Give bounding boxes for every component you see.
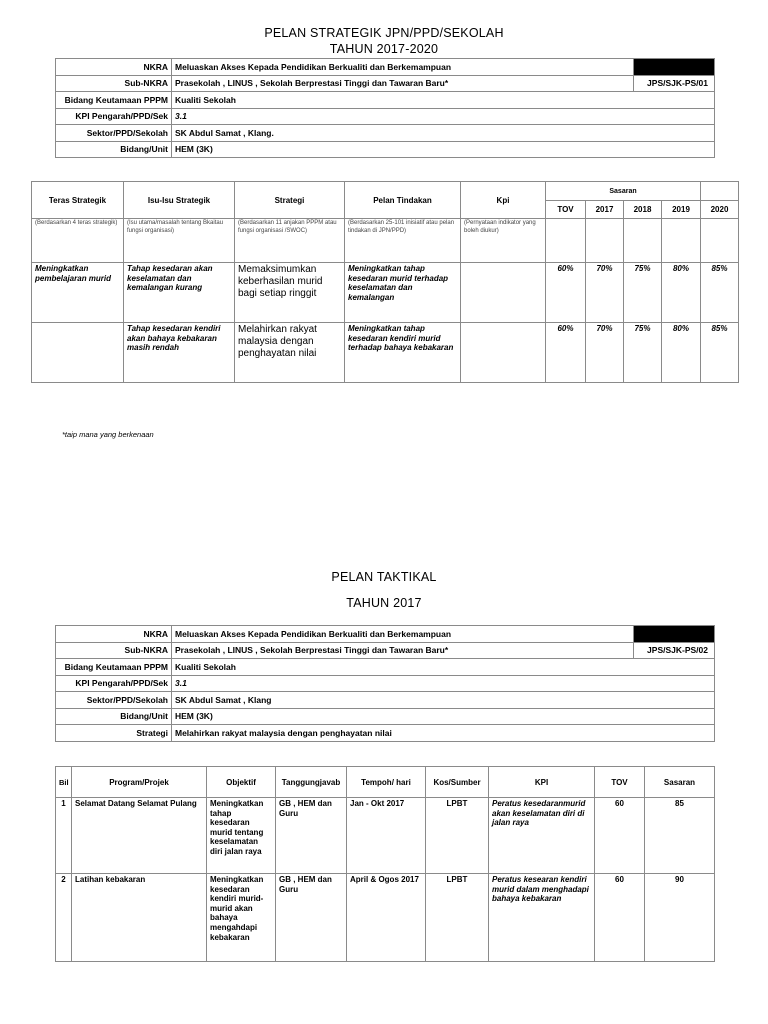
info-row-subnkra [56,642,715,659]
unit-value: HEM (3K) [172,708,715,725]
sektor-label: Sektor/PPD/Sekolah [56,125,172,142]
info-row-bidang [56,92,715,109]
row-kpi: Peratus kesedaranmurid akan keselamatan diri di jalan raya [489,798,595,874]
tactical-info-table [55,625,715,742]
bidang-value: Kualiti Sekolah [172,92,715,109]
header-isu: Isu-Isu Strategik [124,182,235,219]
row-isu: Tahap kesedaran kendiri akan bahaya kebakaran masih rendah [124,323,235,383]
row-2019: 80% [662,263,701,323]
row-tov: 60 [595,798,645,874]
bidang-label: Bidang Keutamaan PPPM [56,92,172,109]
empty-cell [546,219,586,263]
info-row-kpi [56,108,715,125]
note-strategi: (Berdasarkan 11 anjakan PPPM atau fungsi organisasi /SWOC) [235,219,345,263]
row-teras [32,323,124,383]
black-cell [634,59,715,76]
row-sasaran: 90 [645,874,715,962]
strategic-row [32,323,739,383]
info-row-subnkra [56,75,715,92]
strategic-subtitle: TAHUN 2017-2020 [329,42,439,56]
nkra-label: NKRA [56,59,172,76]
info-row-unit [56,141,715,158]
info-row-sektor [56,125,715,142]
row-isu: Tahap kesedaran akan keselamatan dan kemalangan kurang [124,263,235,323]
nkra-value: Meluaskan Akses Kepada Pendidikan Berkualiti dan Berkemampuan [172,59,634,76]
nkra-value: Meluaskan Akses Kepada Pendidikan Berkualiti dan Berkemampuan [172,626,634,643]
strategic-plan-table [31,181,739,383]
row-bil: 2 [56,874,72,962]
row-pelan: Meningkatkan tahap kesedaran murid terhadap keselamatan dan kemalangan [345,263,461,323]
row-kos: LPBT [426,798,489,874]
sektor-value: SK Abdul Samat , Klang. [172,125,715,142]
empty-cell [624,219,662,263]
row-kpi [461,323,546,383]
row-kos: LPBT [426,874,489,962]
info-row-sektor [56,692,715,709]
info-row-nkra [56,626,715,643]
sektor-label: Sektor/PPD/Sekolah [56,692,172,709]
row-2020: 85% [701,263,739,323]
row-2017: 70% [586,263,624,323]
header-sasaran: Sasaran [546,182,701,201]
black-cell [634,626,715,643]
info-row-strategi [56,725,715,742]
info-row-bidang [56,659,715,676]
header-bil: Bil [56,767,72,798]
row-tempoh: Jan - Okt 2017 [347,798,426,874]
tactical-row [56,798,715,874]
row-teras: Meningkatkan pembelajaran murid [32,263,124,323]
row-strategi: Melahirkan rakyat malaysia dengan penghayatan nilai [235,323,345,383]
row-2020: 85% [701,323,739,383]
tactical-row [56,874,715,962]
row-2018: 75% [624,263,662,323]
unit-label: Bidang/Unit [56,141,172,158]
header-strategi: Strategi [235,182,345,219]
header-2020: 2020 [701,201,739,219]
tactical-header-row [56,767,715,798]
note-teras: (Berdasarkan 4 teras strategik) [32,219,124,263]
row-tov: 60% [546,263,586,323]
row-tov: 60 [595,874,645,962]
note-isu: (Isu utama/masalah tentang Bkaitau fungsi organisasi) [124,219,235,263]
empty-cell [586,219,624,263]
row-tov: 60% [546,323,586,383]
strategi-label: Strategi [56,725,172,742]
info-row-unit [56,708,715,725]
header-blank [701,182,739,201]
document-code: JPS/SJK-PS/02 [634,642,715,659]
header-2017: 2017 [586,201,624,219]
kpi-label: KPI Pengarah/PPD/Sek [56,108,172,125]
footnote: *taip mana yang berkenaan [62,430,154,439]
row-2019: 80% [662,323,701,383]
row-tempoh: April & Ogos 2017 [347,874,426,962]
row-kpi: Peratus kesearan kendiri murid dalam menghadapi bahaya kebakaran [489,874,595,962]
header-objektif: Objektif [207,767,276,798]
unit-label: Bidang/Unit [56,708,172,725]
subnkra-label: Sub-NKRA [56,642,172,659]
header-kpi: KPI [489,767,595,798]
strategic-title: PELAN STRATEGIK JPN/PPD/SEKOLAH [264,26,504,40]
strategic-info-table [55,58,715,158]
sektor-value: SK Abdul Samat , Klang [172,692,715,709]
kpi-label: KPI Pengarah/PPD/Sek [56,675,172,692]
tactical-title: PELAN TAKTIKAL [331,570,437,584]
header-kpi: Kpi [461,182,546,219]
row-2018: 75% [624,323,662,383]
header-pelan: Pelan Tindakan [345,182,461,219]
header-tov: TOV [546,201,586,219]
subnkra-value: Prasekolah , LINUS , Sekolah Berprestasi Tinggi dan Tawaran Baru* [172,642,634,659]
row-objektif: Meningkatkan tahap kesedaran murid tentang keselamatan diri jalan raya [207,798,276,874]
row-pelan: Meningkatkan tahap kesedaran kendiri murid terhadap bahaya kebakaran [345,323,461,383]
unit-value: HEM (3K) [172,141,715,158]
row-kpi [461,263,546,323]
header-row-1 [32,182,739,201]
info-row-nkra [56,59,715,76]
row-tanggungjawab: GB , HEM dan Guru [276,874,347,962]
header-2018: 2018 [624,201,662,219]
nkra-label: NKRA [56,626,172,643]
tactical-subtitle: TAHUN 2017 [346,596,422,610]
kpi-value: 3.1 [172,108,715,125]
note-kpi: (Pernyataan indikator yang boleh diukur) [461,219,546,263]
header-tanggungjawab: Tanggungjavab [276,767,347,798]
empty-cell [662,219,701,263]
note-pelan: (Berdasarkan 25-101 inisiatif atau pelan tindakan di JPN/PPD) [345,219,461,263]
header-2019: 2019 [662,201,701,219]
row-objektif: Meningkatkan kesedaran kendiri murid-murid akan bahaya mengahdapi kebakaran [207,874,276,962]
header-teras: Teras Strategik [32,182,124,219]
subnkra-value: Prasekolah , LINUS , Sekolah Berprestasi Tinggi dan Tawaran Baru* [172,75,634,92]
header-sasaran: Sasaran [645,767,715,798]
row-sasaran: 85 [645,798,715,874]
bidang-value: Kualiti Sekolah [172,659,715,676]
notes-row [32,219,739,263]
info-row-kpi [56,675,715,692]
empty-cell [701,219,739,263]
bidang-label: Bidang Keutamaan PPPM [56,659,172,676]
tactical-plan-table [55,766,715,962]
row-program: Latihan kebakaran [72,874,207,962]
header-kos: Kos/Sumber [426,767,489,798]
row-tanggungjawab: GB , HEM dan Guru [276,798,347,874]
row-program: Selamat Datang Selamat Pulang [72,798,207,874]
strategi-value: Melahirkan rakyat malaysia dengan penghayatan nilai [172,725,715,742]
subnkra-label: Sub-NKRA [56,75,172,92]
document-code: JPS/SJK-PS/01 [634,75,715,92]
kpi-value: 3.1 [172,675,715,692]
header-tempoh: Tempoh/ hari [347,767,426,798]
header-program: Program/Projek [72,767,207,798]
header-tov: TOV [595,767,645,798]
row-bil: 1 [56,798,72,874]
strategic-row [32,263,739,323]
row-2017: 70% [586,323,624,383]
row-strategi: Memaksimumkan keberhasilan murid bagi setiap ringgit [235,263,345,323]
